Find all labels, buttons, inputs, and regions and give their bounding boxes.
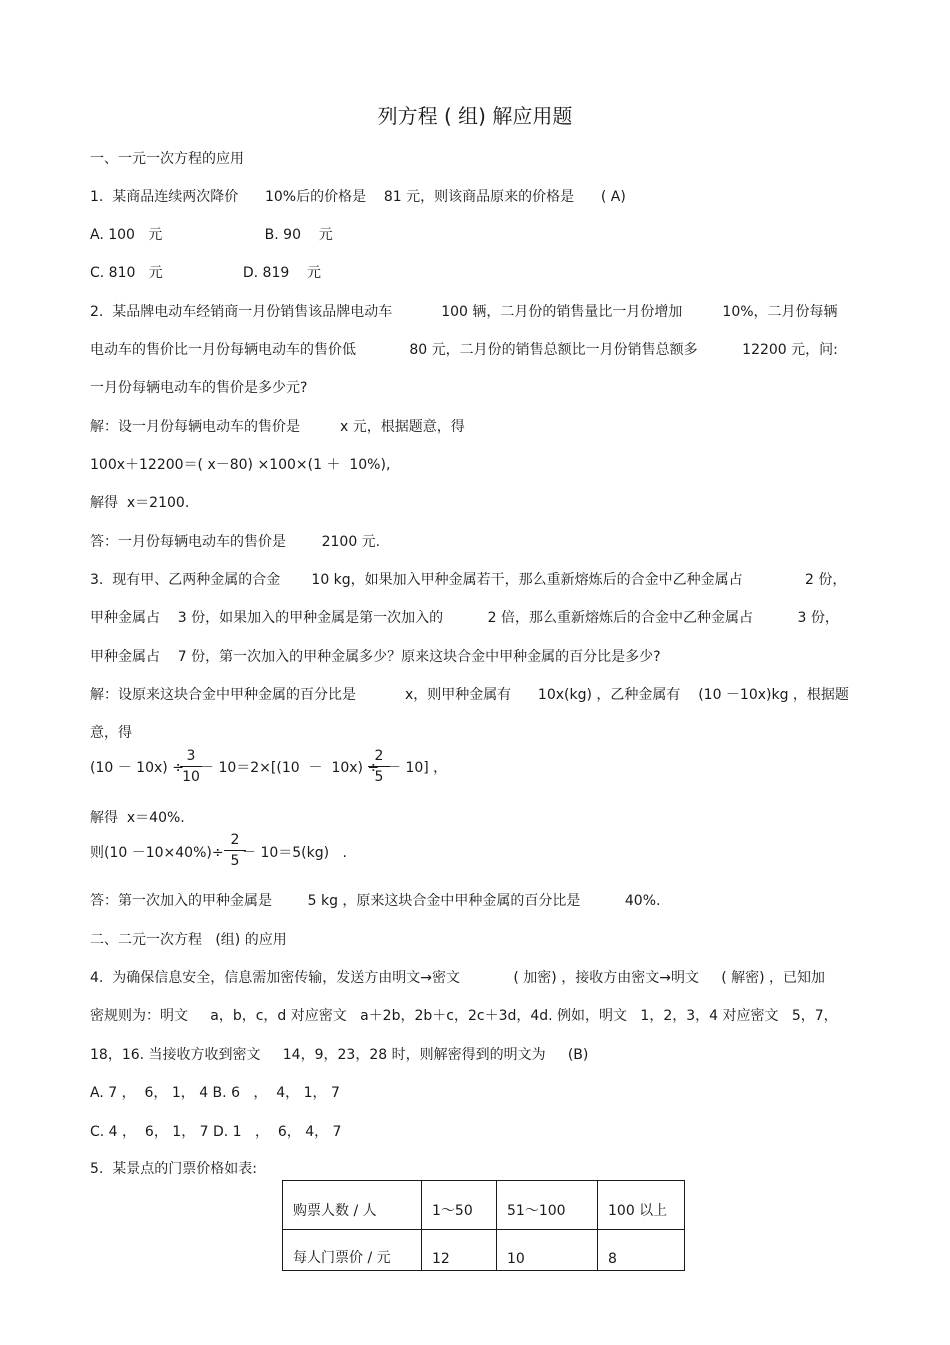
table-header-cell: 100 以上: [598, 1181, 685, 1230]
question-1: 1. 某商品连续两次降价 10%后的价格是 81 元，则该商品原来的价格是 ( A): [90, 189, 626, 205]
question-4-line-3: 18，16. 当接收方收到密文 14，9，23，28 时，则解密得到的明文为 (B): [90, 1047, 589, 1063]
question-3-line-2: 甲种金属占 3 份，如果加入的甲种金属是第一次加入的 2 倍，那么重新熔炼后的合金中乙种金属占 3 份，: [90, 610, 839, 626]
question-4-line-2: 密规则为：明文 a，b，c，d 对应密文 a＋2b，2b＋c，2c＋3d，4d. 例如，明文 1，2，3，4 对应密文 5，7，: [90, 1008, 838, 1024]
section-heading-1: 一、一元一次方程的应用: [90, 151, 244, 167]
q2-equation: 100x＋12200＝( x－80) ×100×(1 ＋ 10%),: [90, 457, 391, 473]
table-cell: 10: [497, 1230, 598, 1271]
fraction-numerator: 3: [186, 748, 196, 764]
table-row: [283, 1230, 685, 1271]
q3-solution-setup-cont: 意，得: [90, 725, 132, 741]
q3-check-part-1: 则(10 －10×40%)÷: [90, 845, 224, 861]
fraction-numerator: 2: [230, 832, 240, 848]
table-header-cell: 51～100: [497, 1181, 598, 1230]
q3-answer: 答：第一次加入的甲种金属是 5 kg ，原来这块合金中甲种金属的百分比是 40%.: [90, 893, 661, 909]
section-heading-2: 二、二元一次方程 (组) 的应用: [90, 932, 287, 948]
table-cell: 12: [422, 1230, 497, 1271]
q1-options-cd: C. 810 元 D. 819 元: [90, 265, 322, 281]
fraction-denominator: 5: [230, 853, 240, 869]
q3-equation-part-1: (10 － 10x) ÷: [90, 760, 184, 776]
q4-options-ab: A. 7 ， 6， 1， 4 B. 6 ， 4， 1， 7: [90, 1085, 340, 1101]
question-4-line-1: 4. 为确保信息安全，信息需加密传输，发送方由明文→密文 ( 加密) ，接收方由密文→明文 ( 解密) ，已知加: [90, 970, 826, 986]
question-5: 5. 某景点的门票价格如表:: [90, 1161, 257, 1177]
ticket-price-table: [282, 1180, 685, 1271]
q2-result: 解得 x＝2100.: [90, 495, 190, 511]
q1-options-ab: A. 100 元 B. 90 元: [90, 227, 333, 243]
question-2-line-3: 一月份每辆电动车的售价是多少元?: [90, 380, 308, 396]
q2-answer: 答：一月份每辆电动车的售价是 2100 元.: [90, 534, 381, 550]
fraction-denominator: 5: [374, 769, 384, 785]
fraction-denominator: 10: [182, 769, 200, 785]
question-3-line-1: 3. 现有甲、乙两种金属的合金 10 kg，如果加入甲种金属若干，那么重新熔炼后的合金中乙种金属占 2 份，: [90, 572, 847, 588]
table-header-cell: 1～50: [422, 1181, 497, 1230]
fraction-numerator: 2: [374, 748, 384, 764]
question-2-line-2: 电动车的售价比一月份每辆电动车的售价低 80 元，二月份的销售总额比一月份销售总额多 12200 元，问:: [90, 342, 838, 358]
q3-check-part-2: － 10＝5(kg) .: [242, 845, 347, 861]
fraction-3-10: [180, 748, 202, 785]
table-cell: 8: [598, 1230, 685, 1271]
q2-solution-setup: 解：设一月份每辆电动车的售价是 x 元，根据题意，得: [90, 419, 465, 435]
table-row: [283, 1181, 685, 1230]
q3-result: 解得 x＝40%.: [90, 810, 185, 826]
q3-equation-part-3: － 10] ，: [387, 760, 448, 776]
question-3-line-3: 甲种金属占 7 份，第一次加入的甲种金属多少？原来这块合金中甲种金属的百分比是多少?: [90, 649, 661, 665]
table-cell: 每人门票价 / 元: [283, 1230, 422, 1271]
question-2-line-1: 2. 某品牌电动车经销商一月份销售该品牌电动车 100 辆，二月份的销售量比一月份增加 10%，二月份每辆: [90, 304, 838, 320]
q3-equation-part-2: － 10＝2×[(10 － 10x) ÷: [200, 760, 380, 776]
page-title: 列方程 ( 组) 解应用题: [377, 104, 573, 128]
table-header-cell: 购票人数 / 人: [283, 1181, 422, 1230]
q3-solution-setup: 解：设原来这块合金中甲种金属的百分比是 x，则甲种金属有 10x(kg) ，乙种金属有 (10 －10x)kg ，根据题: [90, 687, 849, 703]
q4-options-cd: C. 4 ， 6， 1， 7 D. 1 ， 6， 4， 7: [90, 1124, 342, 1140]
